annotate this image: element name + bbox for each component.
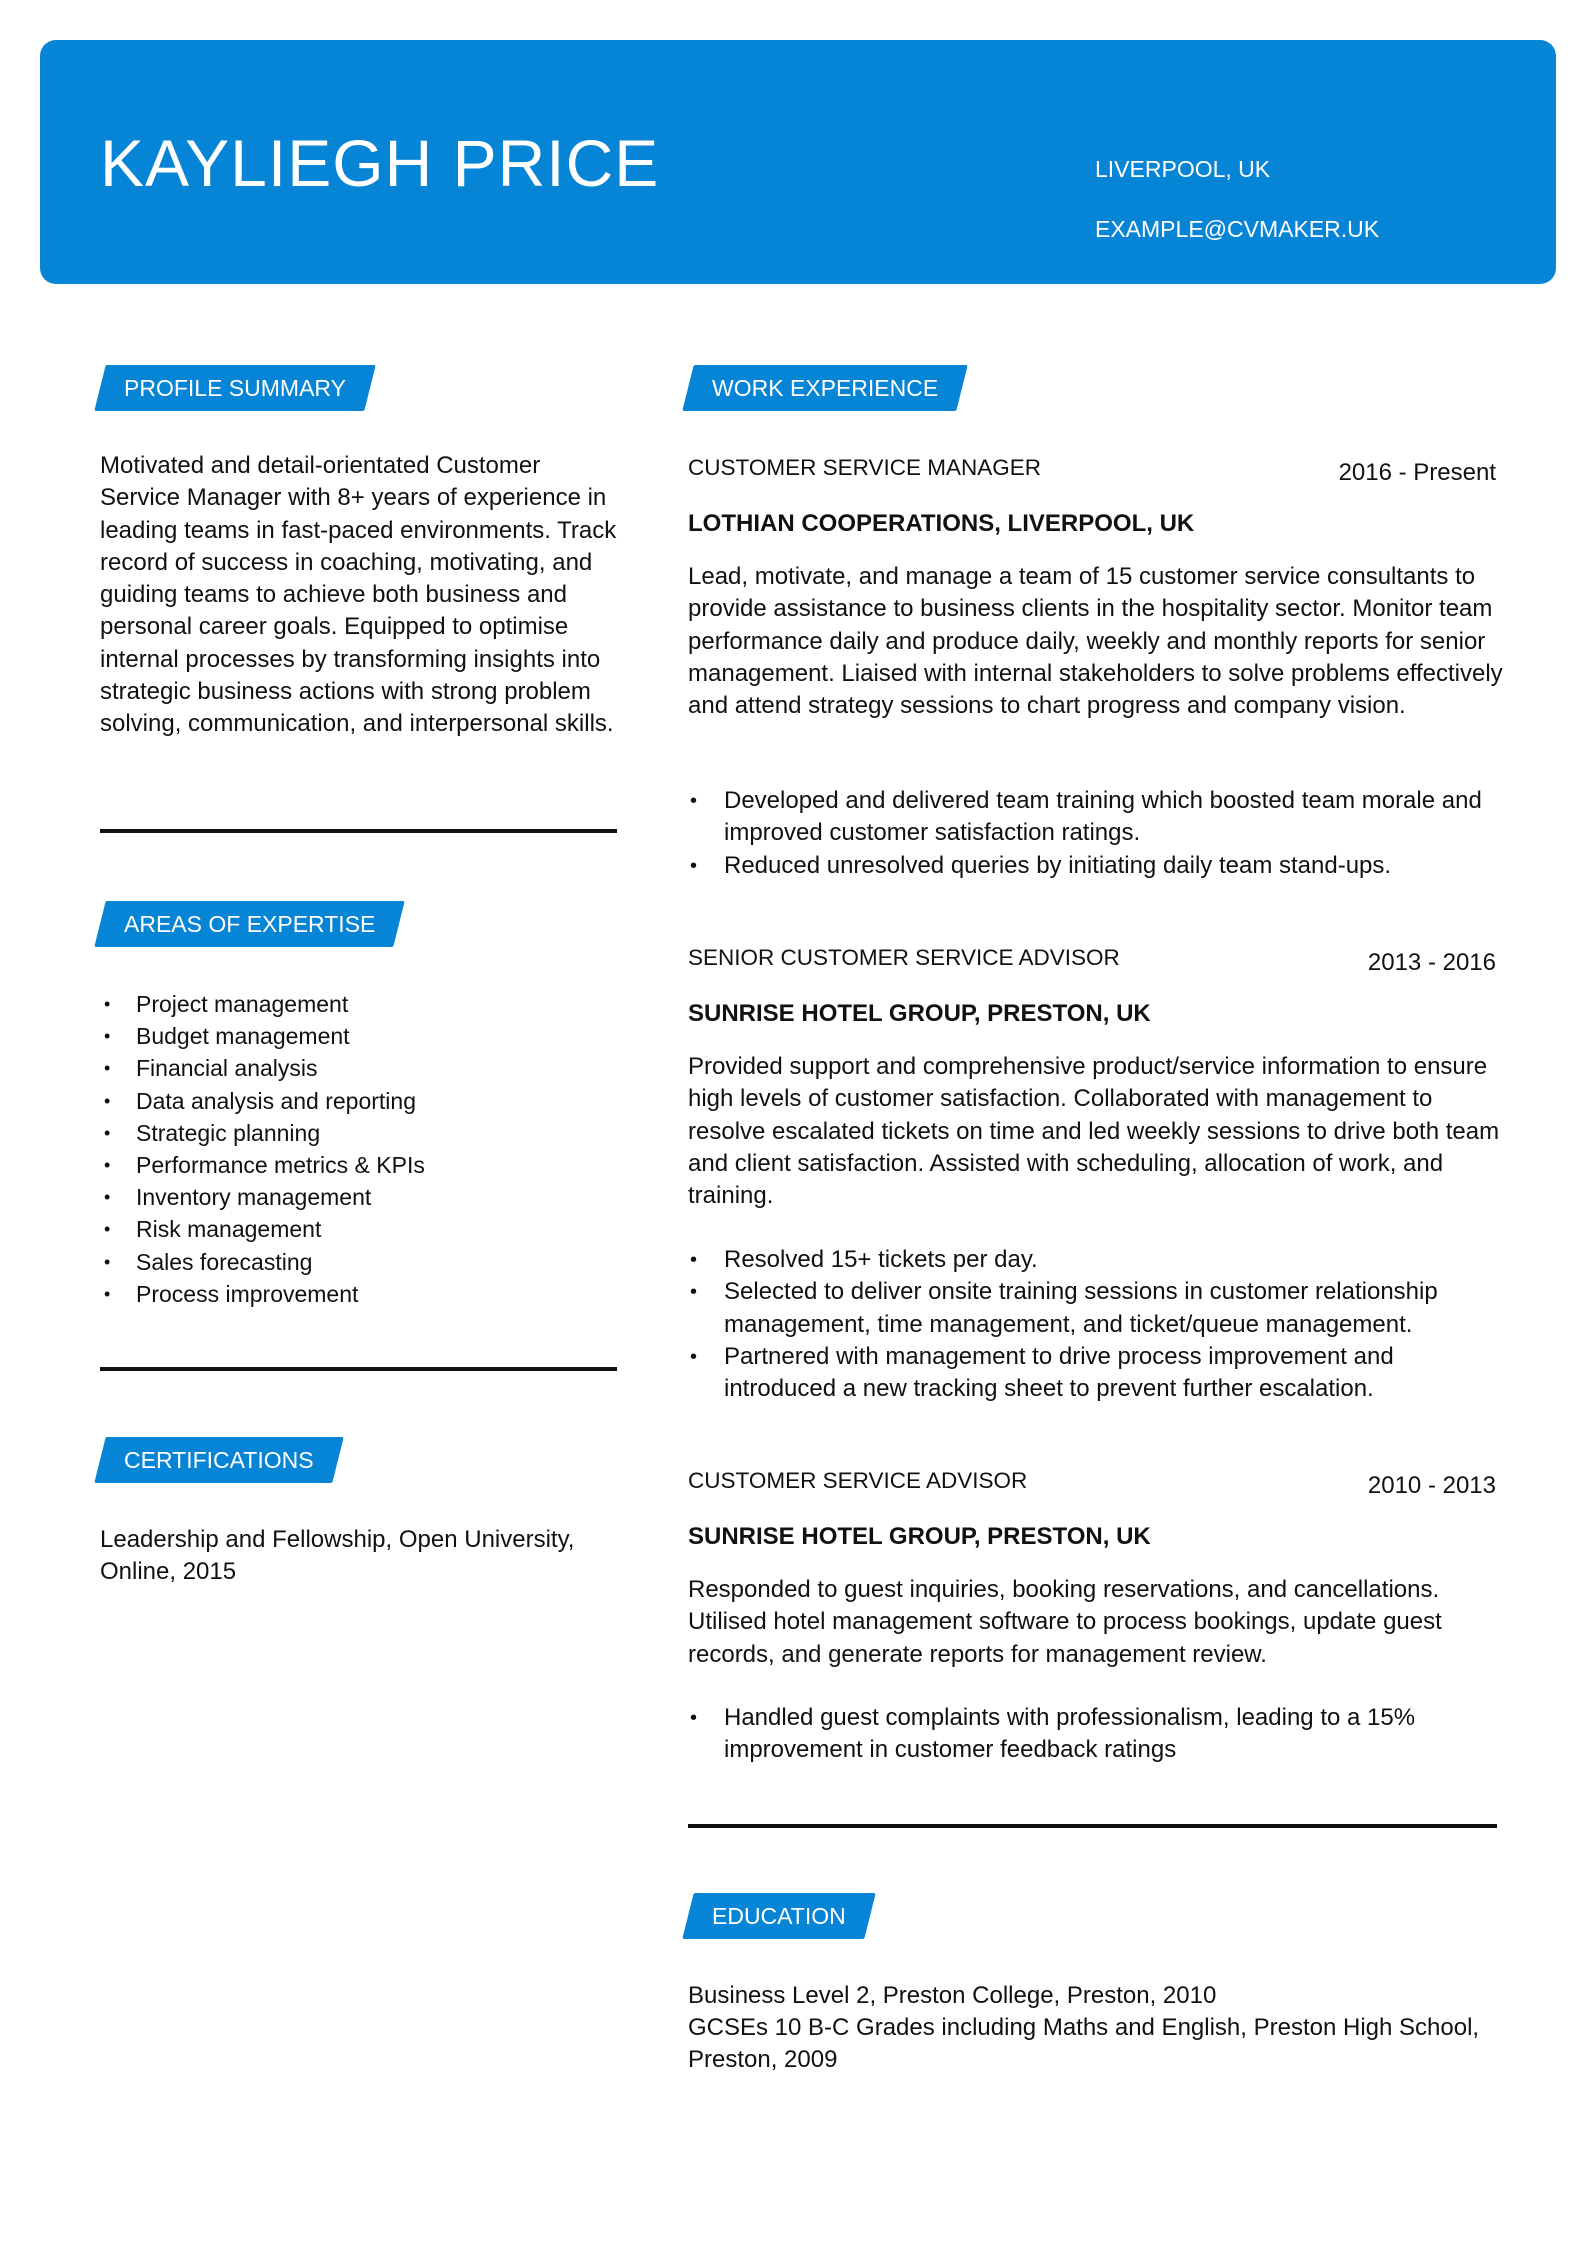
job-title: CUSTOMER SERVICE ADVISOR — [688, 1468, 1028, 1493]
section-divider — [688, 1824, 1497, 1828]
list-item: • Budget management — [100, 1020, 620, 1052]
list-item: • Financial analysis — [100, 1052, 620, 1084]
list-item: • Data analysis and reporting — [100, 1085, 620, 1117]
list-item: • Partnered with management to drive process improvement and introduced a new tracking sheet to prevent further escalation. — [688, 1341, 1508, 1406]
job-dates: 2010 - 2013 — [1367, 1472, 1496, 1499]
list-item: • Reduced unresolved queries by initiating daily team stand-ups. — [688, 850, 1508, 882]
list-item: • Project management — [100, 988, 620, 1020]
candidate-name: KAYLIEGH PRICE — [100, 126, 660, 200]
job-description: Lead, motivate, and manage a team of 15 customer service consultants to provide assistance to business clients in the hospitality sector. Monitor team performance daily and produce daily, weekly and monthly reports for senior management. Liaised with internal stakeholders to solve problems effectively and attend strategy sessions to chart progress and company vision. — [688, 563, 1503, 720]
header-banner — [40, 40, 1556, 284]
education-entry: GCSEs 10 B-C Grades including Maths and English, Preston High School, Preston, 2009 — [688, 2014, 1480, 2074]
areas-of-expertise-heading: AREAS OF EXPERTISE — [94, 901, 405, 947]
job-dates: 2013 - 2016 — [1367, 949, 1496, 976]
job-achievements — [688, 1244, 1508, 1405]
list-item: • Sales forecasting — [100, 1246, 620, 1278]
job-description: Responded to guest inquiries, booking reservations, and cancellations. Utilised hotel management software to process bookings, update guest records, and generate reports for management review. — [688, 1576, 1442, 1668]
company-name: SUNRISE HOTEL GROUP, PRESTON, UK — [688, 1523, 1151, 1550]
company-name: LOTHIAN COOPERATIONS, LIVERPOOL, UK — [688, 510, 1195, 537]
job-achievements — [688, 785, 1508, 882]
job-dates: 2016 - Present — [1338, 459, 1496, 486]
job-title: SENIOR CUSTOMER SERVICE ADVISOR — [688, 945, 1120, 970]
section-divider — [100, 1367, 617, 1371]
list-item: • Strategic planning — [100, 1117, 620, 1149]
list-item: • Inventory management — [100, 1181, 620, 1213]
profile-summary-heading: PROFILE SUMMARY — [94, 365, 375, 411]
certifications-heading: CERTIFICATIONS — [94, 1437, 343, 1483]
profile-summary-text: Motivated and detail-orientated Customer Service Manager with 8+ years of experience in leading teams in fast-paced environments. Track record of success in coaching, motivating, and guiding teams to achieve both business and personal career goals. Equipped to optimise internal processes by transforming insights into strategic business actions with strong problem solving, communication, and interpersonal skills. — [100, 452, 617, 738]
education-heading: EDUCATION — [682, 1893, 875, 1939]
job-title: CUSTOMER SERVICE MANAGER — [688, 455, 1041, 480]
location: LIVERPOOL, UK — [1095, 156, 1271, 182]
list-item: • Handled guest complaints with professionalism, leading to a 15% improvement in customer feedback ratings — [688, 1702, 1508, 1767]
education-entry: Business Level 2, Preston College, Preston, 2010 — [688, 1982, 1217, 2009]
expertise-list — [100, 988, 620, 1310]
list-item: • Risk management — [100, 1213, 620, 1245]
job-achievements — [688, 1702, 1508, 1767]
list-item: • Selected to deliver onsite training sessions in customer relationship management, time management, and ticket/queue management. — [688, 1276, 1508, 1341]
email: EXAMPLE@CVMAKER.UK — [1095, 216, 1380, 242]
list-item: • Developed and delivered team training which boosted team morale and improved customer satisfaction ratings. — [688, 785, 1508, 850]
job-description: Provided support and comprehensive product/service information to ensure high levels of customer satisfaction. Collaborated with management to resolve escalated tickets on time and led weekly sessions to drive both team and client satisfaction. Assisted with scheduling, allocation of work, and training. — [688, 1053, 1500, 1210]
work-experience-heading: WORK EXPERIENCE — [682, 365, 968, 411]
section-divider — [100, 829, 617, 833]
certifications-text: Leadership and Fellowship, Open University, Online, 2015 — [100, 1526, 575, 1586]
list-item: • Process improvement — [100, 1278, 620, 1310]
list-item: • Resolved 15+ tickets per day. — [688, 1244, 1508, 1276]
list-item: • Performance metrics & KPIs — [100, 1149, 620, 1181]
company-name: SUNRISE HOTEL GROUP, PRESTON, UK — [688, 1000, 1151, 1027]
